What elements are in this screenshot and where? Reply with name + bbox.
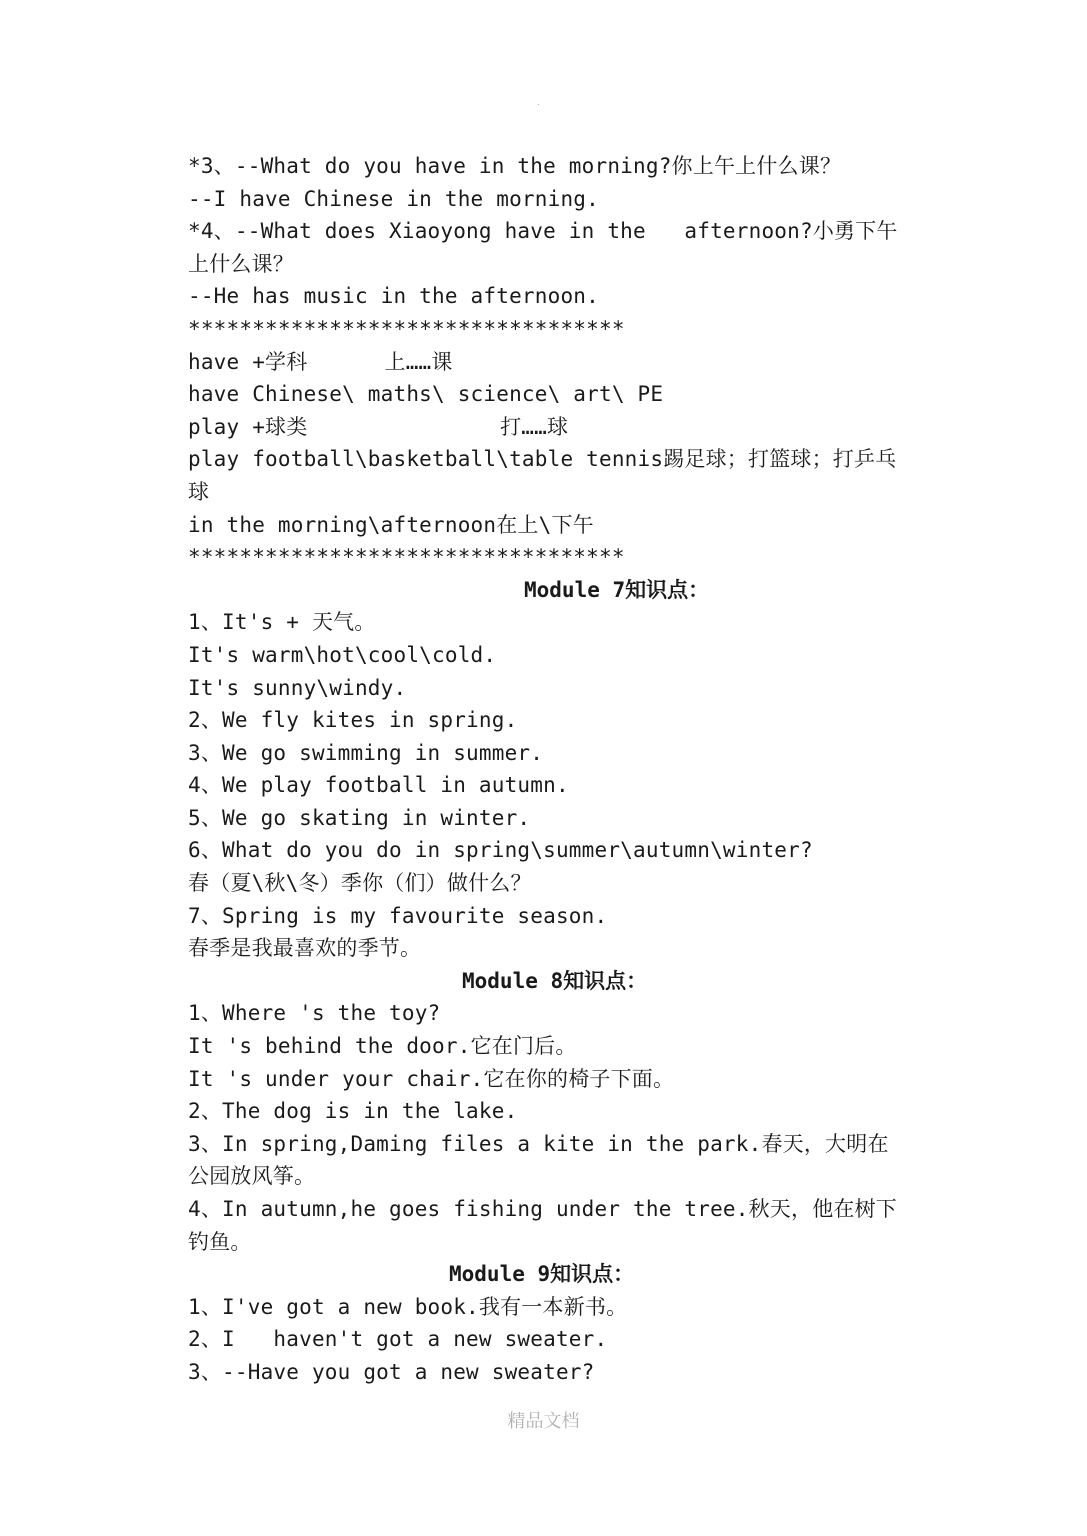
text-line: 2、We fly kites in spring. — [188, 708, 518, 733]
text-line: in the morning\afternoon在上\下午 — [188, 512, 594, 537]
document-body — [188, 150, 908, 1389]
header-dot: . — [537, 98, 540, 107]
text-line: 1、I've got a new book.我有一本新书。 — [188, 1294, 628, 1319]
text-line: It 's behind the door.它在门后。 — [188, 1034, 577, 1059]
text-line: 春季是我最喜欢的季节。 — [188, 936, 422, 961]
text-line: 1、It's + 天气。 — [188, 610, 376, 635]
text-line: 春（夏\秋\冬）季你（们）做什么？ — [188, 871, 532, 896]
section-heading: Module 7知识点： — [524, 577, 710, 602]
text-line: It 's under your chair.它在你的椅子下面。 — [188, 1066, 675, 1091]
text-line: It's sunny\windy. — [188, 675, 407, 700]
text-line: 4、We play football in autumn. — [188, 773, 569, 798]
text-line: 2、I haven't got a new sweater. — [188, 1327, 608, 1352]
footer-watermark: 精品文档 — [507, 1411, 580, 1432]
text-line: It's warm\hot\cool\cold. — [188, 642, 497, 667]
text-line: *3、--What do you have in the morning?你上午上什么课？ — [188, 154, 842, 178]
text-line: 7、Spring is my favourite season. — [188, 903, 608, 928]
text-line: --I have Chinese in the morning. — [188, 186, 599, 211]
text-line: play +球类 打……球 — [188, 414, 569, 439]
text-line: 2、The dog is in the lake. — [188, 1099, 518, 1124]
text-line: 3、In spring,Daming files a kite in the park.春天，大明在公园放风筝。 — [188, 1131, 889, 1189]
text-line: 4、In autumn,he goes fishing under the tree.秋天，他在树下钓鱼。 — [188, 1197, 898, 1254]
section-heading: Module 9知识点： — [449, 1262, 635, 1287]
text-line: have +学科 上……课 — [188, 349, 453, 374]
text-line: 1、Where 's the toy? — [188, 1001, 441, 1026]
text-line: ********************************** — [188, 316, 625, 341]
text-line: play football\basketball\table tennis踢足球；打篮球；打乒乓球 — [188, 447, 897, 504]
text-line: 6、What do you do in spring\summer\autumn\winter? — [188, 838, 813, 863]
text-line: 3、--Have you got a new sweater? — [188, 1359, 595, 1384]
text-line: *4、--What does Xiaoyong have in the afternoon?小勇下午上什么课？ — [188, 219, 898, 276]
text-line: 3、We go swimming in summer. — [188, 740, 544, 765]
text-line: have Chinese\ maths\ science\ art\ PE — [188, 382, 664, 407]
text-line: ********************************** — [188, 545, 625, 570]
text-line: --He has music in the afternoon. — [188, 284, 599, 309]
text-line: 5、We go skating in winter. — [188, 805, 531, 830]
section-heading: Module 8知识点： — [462, 968, 648, 993]
